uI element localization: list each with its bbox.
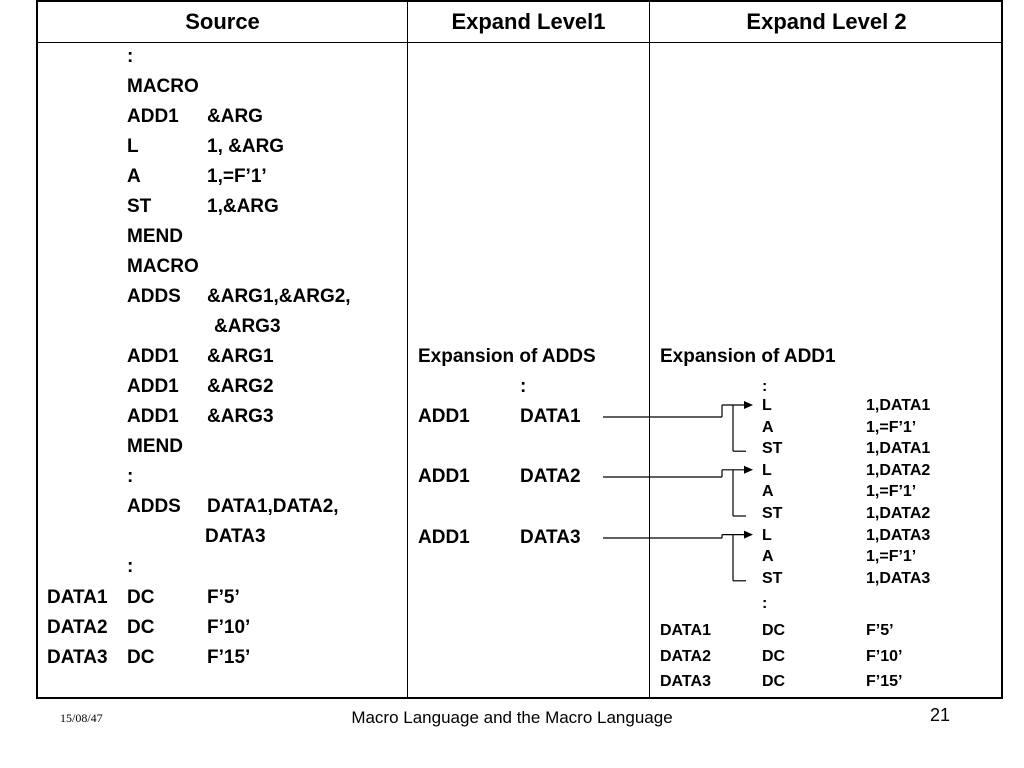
source-operand: &ARG1	[207, 346, 274, 367]
source-opcode: ADD1	[127, 106, 179, 127]
source-data-op: DC	[127, 587, 155, 608]
level2-ellipsis-top: :	[762, 378, 768, 395]
level1-opcode: ADD1	[418, 527, 470, 548]
level2-opcode: ST	[762, 569, 783, 587]
source-opcode: MEND	[127, 226, 183, 247]
level2-data-label: DATA1	[660, 622, 711, 639]
level2-title: Expansion of ADD1	[660, 346, 836, 367]
level2-operand: 1,DATA3	[866, 569, 931, 587]
level2-data-op: DC	[762, 622, 786, 639]
source-operand: 1,=F’1’	[207, 166, 267, 187]
footer-date: 15/08/47	[60, 711, 103, 725]
source-data-value: F’5’	[207, 587, 240, 608]
source-operand: DATA3	[205, 526, 266, 547]
level2-operand: 1,=F’1’	[866, 548, 917, 566]
footer-title: Macro Language and the Macro Language	[351, 708, 673, 727]
source-opcode: :	[127, 556, 134, 577]
level2-data-label: DATA2	[660, 648, 711, 665]
source-opcode: ST	[127, 196, 152, 217]
level1-operand: DATA3	[520, 527, 581, 548]
source-opcode: ADD1	[127, 406, 179, 427]
source-opcode: MACRO	[127, 256, 199, 277]
level2-operand: 1,DATA1	[866, 397, 931, 414]
level1-operand: DATA2	[520, 466, 581, 487]
level2-opcode: A	[762, 483, 774, 501]
source-data-op: DC	[127, 617, 155, 638]
level1-opcode: ADD1	[418, 406, 470, 427]
source-opcode: :	[127, 466, 134, 487]
level2-opcode: L	[762, 461, 772, 479]
source-opcode: MACRO	[127, 76, 199, 97]
level2-opcode: L	[762, 526, 772, 544]
source-operand: &ARG1,&ARG2,	[207, 286, 351, 307]
source-opcode: ADD1	[127, 346, 179, 367]
level2-data-op: DC	[762, 648, 786, 665]
level2-data-value: F’10’	[866, 648, 903, 665]
source-opcode: :	[127, 46, 134, 67]
source-opcode: ADDS	[127, 286, 181, 307]
level2-operand: 1,DATA2	[866, 505, 931, 522]
header-expand-level2: Expand Level 2	[746, 9, 907, 34]
source-data-value: F’10’	[207, 617, 251, 638]
source-data-op: DC	[127, 647, 155, 668]
level2-operand: 1,=F’1’	[866, 418, 917, 436]
source-operand: DATA1,DATA2,	[207, 496, 339, 517]
source-opcode: ADD1	[127, 376, 179, 397]
source-opcode: ADDS	[127, 496, 181, 517]
level2-opcode: A	[762, 418, 774, 436]
source-operand: &ARG	[207, 106, 263, 127]
source-data-label: DATA2	[47, 617, 108, 638]
source-data-label: DATA1	[47, 587, 108, 608]
source-operand: 1, &ARG	[207, 136, 285, 157]
level1-opcode: ADD1	[418, 466, 470, 487]
source-operand: &ARG2	[207, 376, 274, 397]
level1-ellipsis: :	[520, 376, 527, 397]
level2-opcode: ST	[762, 440, 783, 458]
level2-data-label: DATA3	[660, 673, 711, 690]
source-operand: &ARG3	[207, 406, 274, 427]
header-divider	[38, 42, 1001, 43]
level1-operand: DATA1	[520, 406, 581, 427]
source-opcode: A	[127, 166, 141, 187]
level1-title: Expansion of ADDS	[418, 346, 596, 367]
source-operand: 1,&ARG	[207, 196, 279, 217]
source-opcode: MEND	[127, 436, 183, 457]
level2-data-value: F’15’	[866, 673, 903, 690]
level2-ellipsis-bottom: :	[762, 595, 768, 612]
level2-opcode: L	[762, 397, 772, 414]
level2-operand: 1,DATA3	[866, 526, 931, 544]
level2-data-value: F’5’	[866, 622, 894, 639]
source-data-value: F’15’	[207, 647, 251, 668]
level2-opcode: ST	[762, 505, 783, 522]
source-opcode: L	[127, 136, 139, 157]
column-divider-1	[407, 2, 408, 697]
header-source: Source	[185, 9, 260, 34]
source-data-label: DATA3	[47, 647, 108, 668]
level2-operand: 1,DATA1	[866, 440, 931, 458]
header-expand-level1: Expand Level1	[451, 9, 606, 34]
level2-data-op: DC	[762, 673, 786, 690]
source-operand: &ARG3	[214, 316, 281, 337]
level2-operand: 1,=F’1’	[866, 483, 917, 501]
column-divider-2	[649, 2, 650, 697]
level2-opcode: A	[762, 548, 774, 566]
level2-operand: 1,DATA2	[866, 461, 931, 479]
page-number: 21	[930, 705, 951, 725]
